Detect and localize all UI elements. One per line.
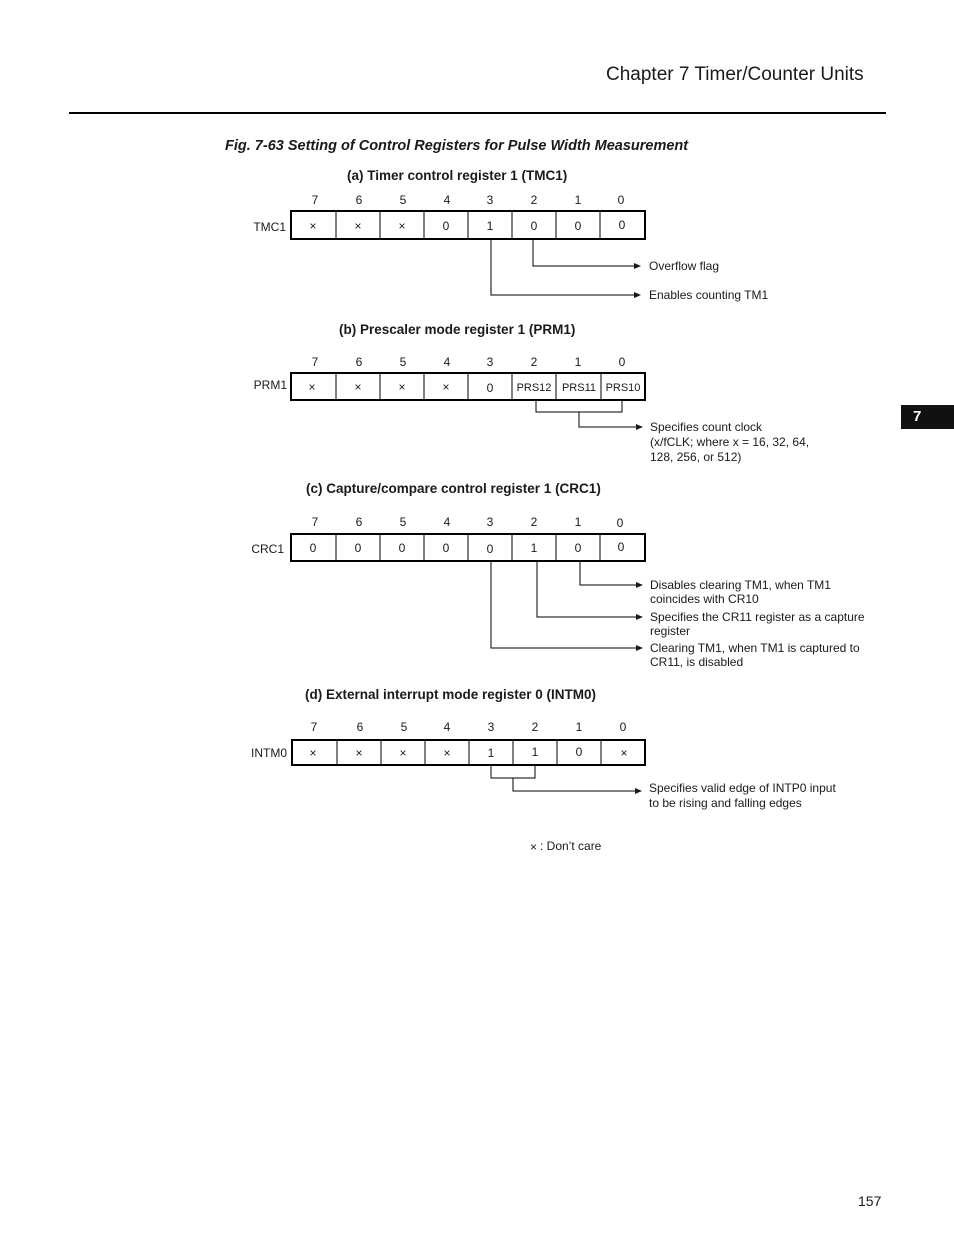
bit-number-2: 2 bbox=[530, 193, 538, 207]
bit-number-3: 3 bbox=[486, 355, 494, 369]
bit-number-7: 7 bbox=[310, 720, 318, 734]
bit-cell-1: 0 bbox=[575, 745, 583, 759]
bit-cell-0: 0 bbox=[618, 218, 626, 232]
bit-number-7: 7 bbox=[311, 515, 319, 529]
bracket-prs bbox=[536, 400, 622, 412]
bit-cell-1: 0 bbox=[574, 219, 582, 233]
section-title: (d) External interrupt mode register 0 (INTM0) bbox=[305, 687, 597, 702]
bit-number-1: 1 bbox=[575, 720, 583, 734]
note-disables-clearing-line1: Disables clearing TM1, when TM1 bbox=[650, 578, 831, 592]
bit-cell-3: 0 bbox=[486, 381, 494, 395]
bit-number-7: 7 bbox=[311, 193, 319, 207]
register-section-tmc1 bbox=[253, 168, 768, 302]
note-valid-edge-line2: to be rising and falling edges bbox=[649, 796, 802, 810]
figure-caption: Fig. 7-63 Setting of Control Registers for Pulse Width Measurement bbox=[225, 138, 689, 154]
bit-number-6: 6 bbox=[356, 720, 364, 734]
bit-number-0: 0 bbox=[616, 516, 624, 530]
bracket-edge-bits bbox=[491, 765, 535, 778]
note-enables-counting: Enables counting TM1 bbox=[649, 288, 769, 302]
bit-cell-3: 1 bbox=[486, 219, 494, 233]
note-overflow-flag: Overflow flag bbox=[649, 259, 720, 273]
section-title: (a) Timer control register 1 (TMC1) bbox=[347, 168, 568, 183]
note-count-clock-line3: 128, 256, or 512) bbox=[650, 450, 742, 464]
register-section-crc1 bbox=[251, 481, 865, 669]
arrow-clearing-disabled bbox=[491, 561, 642, 648]
section-title: (c) Capture/compare control register 1 (CRC1) bbox=[306, 481, 601, 496]
register-section-intm0 bbox=[251, 687, 836, 810]
bit-number-1: 1 bbox=[574, 355, 582, 369]
bit-cell-3: 0 bbox=[486, 542, 494, 556]
bit-cell-5: × bbox=[399, 746, 407, 760]
bit-cell-6: × bbox=[354, 380, 362, 394]
bit-number-3: 3 bbox=[486, 193, 494, 207]
arrow-specifies-capture bbox=[537, 561, 642, 617]
arrow-enables-counting bbox=[491, 239, 640, 295]
legend-symbol: × bbox=[530, 840, 538, 854]
bit-number-2: 2 bbox=[530, 355, 538, 369]
bit-cell-4: × bbox=[442, 380, 450, 394]
bit-cell-2: PRS12 bbox=[516, 382, 552, 394]
register-name: TMC1 bbox=[253, 220, 286, 234]
register-name: INTM0 bbox=[251, 746, 287, 760]
bit-cell-5: × bbox=[398, 380, 406, 394]
bit-number-4: 4 bbox=[443, 720, 451, 734]
bit-cell-0: 0 bbox=[617, 540, 625, 554]
arrow-valid-edge bbox=[513, 778, 641, 791]
bit-number-6: 6 bbox=[355, 193, 363, 207]
bit-number-6: 6 bbox=[355, 515, 363, 529]
bit-number-0: 0 bbox=[619, 720, 627, 734]
bit-number-4: 4 bbox=[443, 193, 451, 207]
note-count-clock-line1: Specifies count clock bbox=[650, 420, 763, 434]
section-title: (b) Prescaler mode register 1 (PRM1) bbox=[339, 322, 576, 337]
bit-number-5: 5 bbox=[399, 355, 407, 369]
bit-cell-4: 0 bbox=[442, 219, 450, 233]
chapter-tab: 7 bbox=[901, 405, 954, 429]
bit-number-1: 1 bbox=[574, 515, 582, 529]
arrow-overflow-flag bbox=[533, 239, 640, 266]
bit-number-5: 5 bbox=[399, 515, 407, 529]
bit-cell-6: 0 bbox=[354, 541, 362, 555]
bit-cell-7: × bbox=[308, 380, 316, 394]
bit-cell-5: 0 bbox=[398, 541, 406, 555]
bit-number-2: 2 bbox=[531, 720, 539, 734]
bit-cell-5: × bbox=[398, 219, 406, 233]
page-number: 157 bbox=[858, 1193, 882, 1209]
bit-cell-2: 1 bbox=[531, 745, 539, 759]
bit-cell-7: 0 bbox=[309, 541, 317, 555]
bit-number-5: 5 bbox=[400, 720, 408, 734]
bit-number-7: 7 bbox=[311, 355, 319, 369]
note-specifies-capture-line2: register bbox=[650, 624, 691, 638]
note-valid-edge-line1: Specifies valid edge of INTP0 input bbox=[649, 781, 836, 795]
bit-cell-0: × bbox=[620, 746, 628, 760]
bit-cell-1: 0 bbox=[574, 541, 582, 555]
legend-text: : Don’t care bbox=[540, 839, 602, 853]
bit-cell-2: 0 bbox=[530, 219, 538, 233]
bit-cell-4: × bbox=[443, 746, 451, 760]
bit-cell-7: × bbox=[309, 746, 317, 760]
arrow-count-clock bbox=[579, 412, 642, 427]
bit-number-2: 2 bbox=[530, 515, 538, 529]
register-section-prm1 bbox=[254, 322, 809, 464]
chapter-title: Chapter 7 Timer/Counter Units bbox=[606, 64, 864, 85]
bit-cell-6: × bbox=[354, 219, 362, 233]
bit-cell-7: × bbox=[309, 219, 317, 233]
note-clearing-disabled-line2: CR11, is disabled bbox=[650, 655, 744, 669]
bit-number-3: 3 bbox=[487, 720, 495, 734]
bit-number-0: 0 bbox=[617, 193, 625, 207]
bit-number-4: 4 bbox=[443, 515, 451, 529]
bit-cell-6: × bbox=[355, 746, 363, 760]
bit-cell-1: PRS11 bbox=[561, 382, 597, 394]
bit-number-0: 0 bbox=[618, 355, 626, 369]
bit-number-3: 3 bbox=[486, 515, 494, 529]
bit-cell-3: 1 bbox=[487, 746, 495, 760]
bit-cell-4: 0 bbox=[442, 541, 450, 555]
bit-number-4: 4 bbox=[443, 355, 451, 369]
note-clearing-disabled-line1: Clearing TM1, when TM1 is captured to bbox=[650, 641, 860, 655]
bit-number-6: 6 bbox=[355, 355, 363, 369]
bit-cell-0: PRS10 bbox=[605, 382, 641, 394]
note-specifies-capture-line1: Specifies the CR11 register as a capture bbox=[650, 610, 865, 624]
bit-number-1: 1 bbox=[574, 193, 582, 207]
note-count-clock-line2: (x/fCLK; where x = 16, 32, 64, bbox=[650, 435, 810, 449]
note-disables-clearing-line2: coincides with CR10 bbox=[650, 592, 759, 606]
bit-number-5: 5 bbox=[399, 193, 407, 207]
bit-cell-2: 1 bbox=[530, 541, 538, 555]
legend bbox=[530, 839, 602, 854]
register-name: CRC1 bbox=[251, 542, 284, 556]
arrow-disables-clearing bbox=[580, 561, 642, 585]
register-name: PRM1 bbox=[253, 378, 287, 392]
